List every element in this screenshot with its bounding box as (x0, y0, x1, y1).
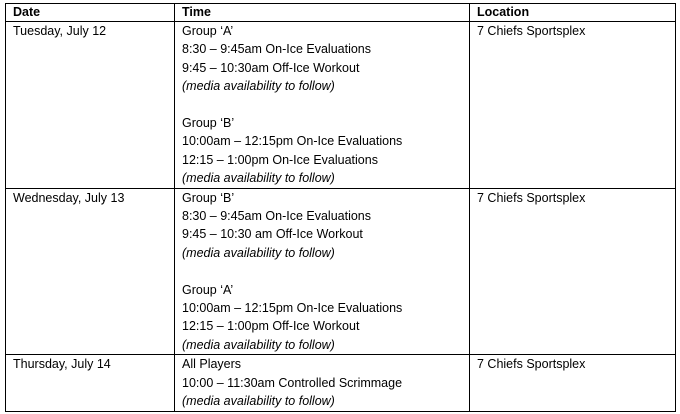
date-cell: Tuesday, July 12 (6, 22, 175, 189)
media-note: (media availability to follow) (182, 79, 335, 94)
group-name: All Players (182, 357, 242, 372)
media-note: (media availability to follow) (182, 337, 335, 352)
schedule-item: 9:45 – 10:30 am Off-Ice Workout (182, 227, 363, 242)
location-cell: 7 Chiefs Sportsplex (470, 22, 676, 189)
schedule-item: 8:30 – 9:45am On-Ice Evaluations (182, 209, 372, 224)
media-note: (media availability to follow) (182, 171, 335, 186)
group-spacer (182, 96, 469, 114)
header-location: Location (470, 4, 676, 22)
header-time: Time (175, 4, 470, 22)
schedule-item: 10:00am – 12:15pm On-Ice Evaluations (182, 134, 403, 149)
date-cell: Thursday, July 14 (6, 355, 175, 411)
header-row (6, 4, 676, 22)
table-row (6, 355, 676, 411)
schedule-item: 8:30 – 9:45am On-Ice Evaluations (182, 42, 372, 57)
media-note: (media availability to follow) (182, 394, 335, 409)
schedule-item: 10:00am – 12:15pm On-Ice Evaluations (182, 301, 403, 316)
schedule-item: 9:45 – 10:30am Off-Ice Workout (182, 60, 360, 75)
media-note: (media availability to follow) (182, 245, 335, 260)
group-name: Group ‘A’ (182, 282, 234, 297)
table-row (6, 22, 676, 189)
time-cell (175, 355, 470, 411)
time-cell (175, 22, 470, 189)
group-name: Group ‘A’ (182, 24, 234, 38)
schedule-item: 10:00 – 11:30am Controlled Scrimmage (182, 375, 403, 390)
schedule-item: 12:15 – 1:00pm On-Ice Evaluations (182, 152, 378, 167)
table-row (6, 188, 676, 355)
location-cell: 7 Chiefs Sportsplex (470, 355, 676, 411)
group-name: Group ‘B’ (182, 116, 235, 131)
group-name: Group ‘B’ (182, 190, 235, 205)
schedule-table (5, 3, 676, 412)
date-cell: Wednesday, July 13 (6, 188, 175, 355)
time-cell (175, 188, 470, 355)
group-spacer (182, 262, 469, 280)
schedule-item: 12:15 – 1:00pm Off-Ice Workout (182, 319, 360, 334)
location-cell: 7 Chiefs Sportsplex (470, 188, 676, 355)
header-date: Date (6, 4, 175, 22)
